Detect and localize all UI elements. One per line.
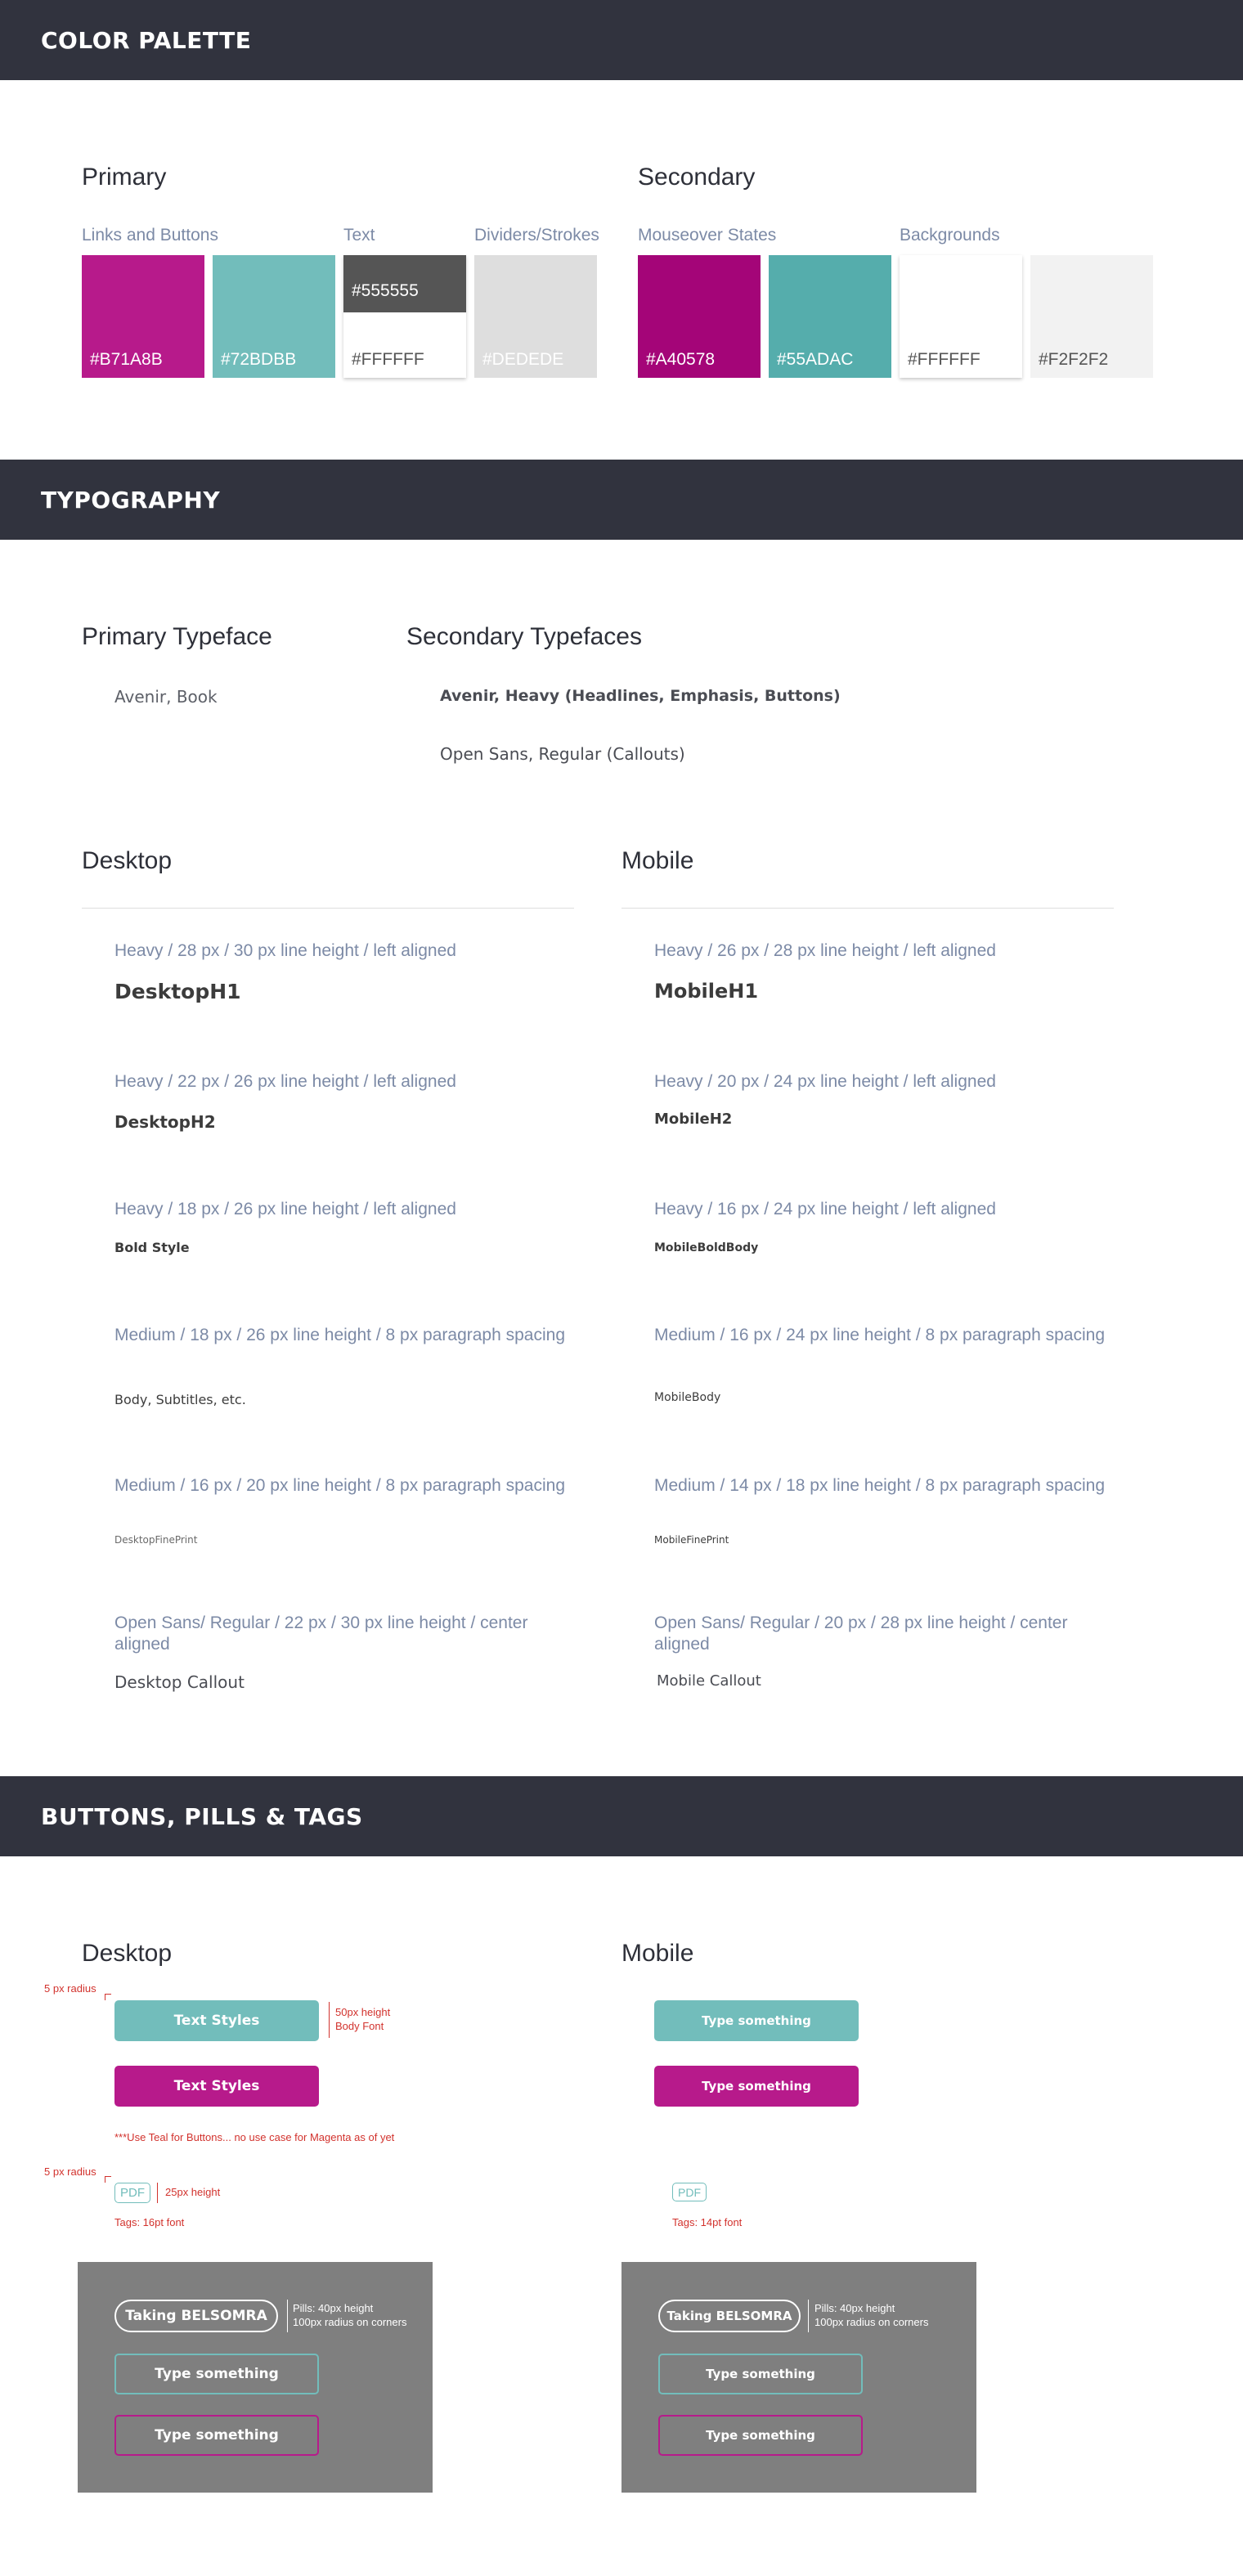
- type-sample-callout: Desktop Callout: [114, 1672, 245, 1692]
- swatch-hex: #72BDBB: [221, 350, 297, 369]
- type-sample-fine-print: DesktopFinePrint: [114, 1534, 198, 1546]
- pill-height-note: Pills: 40px height: [814, 2302, 895, 2314]
- swatch-f2f2f2: [1030, 255, 1153, 378]
- swatch-hex: #DEDEDE: [482, 350, 564, 369]
- secondary-typeface-open-sans: Open Sans, Regular (Callouts): [440, 744, 685, 764]
- swatch-text-colors: [343, 255, 466, 378]
- radius-corner-marker: [105, 1994, 111, 2000]
- swatch-55adac: [769, 255, 891, 378]
- swatch-dedede: [474, 255, 597, 378]
- type-spec-callout: Open Sans/ Regular / 22 px / 30 px line height / center aligned: [114, 1613, 528, 1654]
- type-spec-mobile-fine-print: Medium / 14 px / 18 px line height / 8 px paragraph spacing: [654, 1476, 1106, 1495]
- section-header-typography: [0, 460, 1243, 540]
- label-backgrounds: Backgrounds: [900, 226, 1000, 245]
- section-header-color-palette: [0, 0, 1243, 80]
- secondary-heading: Secondary: [638, 164, 756, 191]
- pill-annotation: [293, 2301, 406, 2329]
- desktop-outline-teal-button[interactable]: Type something: [114, 2354, 319, 2394]
- type-spec-mobile-body: Medium / 16 px / 24 px line height / 8 px paragraph spacing: [654, 1326, 1106, 1344]
- type-mobile-heading: Mobile: [622, 847, 694, 874]
- label-text: Text: [343, 226, 375, 245]
- radius-corner-marker: [105, 2176, 111, 2183]
- section-title: TYPOGRAPHY: [41, 487, 221, 514]
- swatch-555555: [343, 255, 466, 312]
- swatch-72bdbb: [213, 255, 335, 378]
- type-sample-mobile-h2: MobileH2: [654, 1111, 733, 1128]
- tag-font-note: Tags: 16pt font: [114, 2216, 185, 2228]
- mobile-teal-button[interactable]: Type something: [654, 2000, 859, 2041]
- tag-height-annotation: 25px height: [165, 2186, 221, 2198]
- pill-annotation: [814, 2301, 928, 2329]
- type-sample-mobile-bold-body: MobileBoldBody: [654, 1241, 759, 1254]
- desktop-pill[interactable]: Taking BELSOMRA: [114, 2300, 278, 2332]
- swatch-hex: #555555: [352, 281, 419, 300]
- primary-typeface-heading: Primary Typeface: [82, 623, 272, 650]
- mobile-outline-magenta-button[interactable]: Type something: [658, 2415, 863, 2456]
- font-note: Body Font: [335, 2020, 384, 2032]
- radius-annotation: 5 px radius: [44, 1982, 96, 1995]
- type-spec-desktop-h1: Heavy / 28 px / 30 px line height / left aligned: [114, 941, 456, 960]
- tag-font-note: Tags: 14pt font: [672, 2216, 743, 2228]
- desktop-teal-button[interactable]: Text Styles: [114, 2000, 319, 2041]
- type-spec-body: Medium / 18 px / 26 px line height / 8 px paragraph spacing: [114, 1326, 566, 1344]
- pill-radius-note: 100px radius on corners: [293, 2316, 407, 2328]
- type-sample-desktop-h2: DesktopH2: [114, 1112, 216, 1132]
- pdf-tag[interactable]: PDF: [672, 2183, 707, 2201]
- pdf-tag[interactable]: PDF: [114, 2183, 150, 2203]
- type-spec-fine-print: Medium / 16 px / 20 px line height / 8 px paragraph spacing: [114, 1476, 566, 1495]
- desktop-magenta-button[interactable]: Text Styles: [114, 2066, 319, 2107]
- pill-radius-note: 100px radius on corners: [814, 2316, 929, 2328]
- label-mouseover: Mouseover States: [638, 226, 777, 245]
- swatch-hex: #F2F2F2: [1039, 350, 1109, 369]
- label-links-buttons: Links and Buttons: [82, 226, 218, 245]
- type-sample-desktop-h1: DesktopH1: [114, 980, 241, 1003]
- type-spec-mobile-h2: Heavy / 20 px / 24 px line height / left aligned: [654, 1072, 996, 1091]
- primary-heading: Primary: [82, 164, 167, 191]
- divider: [82, 908, 574, 909]
- type-sample-mobile-h1: MobileH1: [654, 980, 759, 1003]
- height-marker: [329, 2002, 330, 2038]
- height-note: 50px height: [335, 2006, 391, 2018]
- secondary-typeface-heavy: Avenir, Heavy (Headlines, Emphasis, Buttons): [440, 687, 841, 705]
- type-spec-desktop-h2: Heavy / 22 px / 26 px line height / left aligned: [114, 1072, 456, 1091]
- buttons-desktop-heading: Desktop: [82, 1940, 173, 1967]
- height-marker: [157, 2183, 158, 2203]
- mobile-magenta-button[interactable]: Type something: [654, 2066, 859, 2107]
- divider: [622, 908, 1114, 909]
- type-sample-body: Body, Subtitles, etc.: [114, 1392, 246, 1407]
- section-header-buttons: [0, 1776, 1243, 1856]
- pill-marker: [287, 2300, 288, 2332]
- secondary-typefaces-heading: Secondary Typefaces: [406, 623, 642, 650]
- type-sample-mobile-fine-print: MobileFinePrint: [654, 1534, 729, 1546]
- height-annotation: [335, 2005, 390, 2033]
- buttons-mobile-heading: Mobile: [622, 1940, 694, 1967]
- desktop-outline-magenta-button[interactable]: Type something: [114, 2415, 319, 2456]
- radius-annotation: 5 px radius: [44, 2165, 96, 2178]
- type-spec-mobile-h1: Heavy / 26 px / 28 px line height / left aligned: [654, 941, 996, 960]
- primary-typeface-value: Avenir, Book: [114, 687, 218, 707]
- pill-marker: [808, 2300, 809, 2332]
- swatch-hex: #B71A8B: [90, 350, 163, 369]
- type-spec-bold-style: Heavy / 18 px / 26 px line height / left aligned: [114, 1200, 456, 1218]
- teal-usage-note: ***Use Teal for Buttons... no use case for Magenta as of yet: [114, 2131, 395, 2143]
- type-sample-mobile-callout: Mobile Callout: [657, 1672, 761, 1690]
- desktop-dark-panel: [78, 2262, 433, 2493]
- swatch-hex: #A40578: [646, 350, 716, 369]
- type-desktop-heading: Desktop: [82, 847, 173, 874]
- swatch-a40578: [638, 255, 761, 378]
- section-title: BUTTONS, PILLS & TAGS: [41, 1803, 363, 1830]
- swatch-hex: #FFFFFF: [908, 350, 980, 369]
- swatch-ffffff: [900, 255, 1022, 378]
- mobile-pill[interactable]: Taking BELSOMRA: [658, 2300, 801, 2332]
- type-spec-mobile-callout: Open Sans/ Regular / 20 px / 28 px line height / center aligned: [654, 1613, 1068, 1654]
- type-sample-mobile-body: MobileBody: [654, 1391, 721, 1404]
- mobile-outline-teal-button[interactable]: Type something: [658, 2354, 863, 2394]
- label-dividers: Dividers/Strokes: [474, 226, 599, 245]
- swatch-hex: #FFFFFF: [352, 350, 424, 369]
- type-sample-bold-style: Bold Style: [114, 1240, 190, 1255]
- pill-height-note: Pills: 40px height: [293, 2302, 374, 2314]
- section-title: COLOR PALETTE: [41, 27, 252, 54]
- mobile-dark-panel: [622, 2262, 976, 2493]
- swatch-hex: #55ADAC: [777, 350, 854, 369]
- swatch-b71a8b: [82, 255, 204, 378]
- type-spec-mobile-bold-body: Heavy / 16 px / 24 px line height / left aligned: [654, 1200, 996, 1218]
